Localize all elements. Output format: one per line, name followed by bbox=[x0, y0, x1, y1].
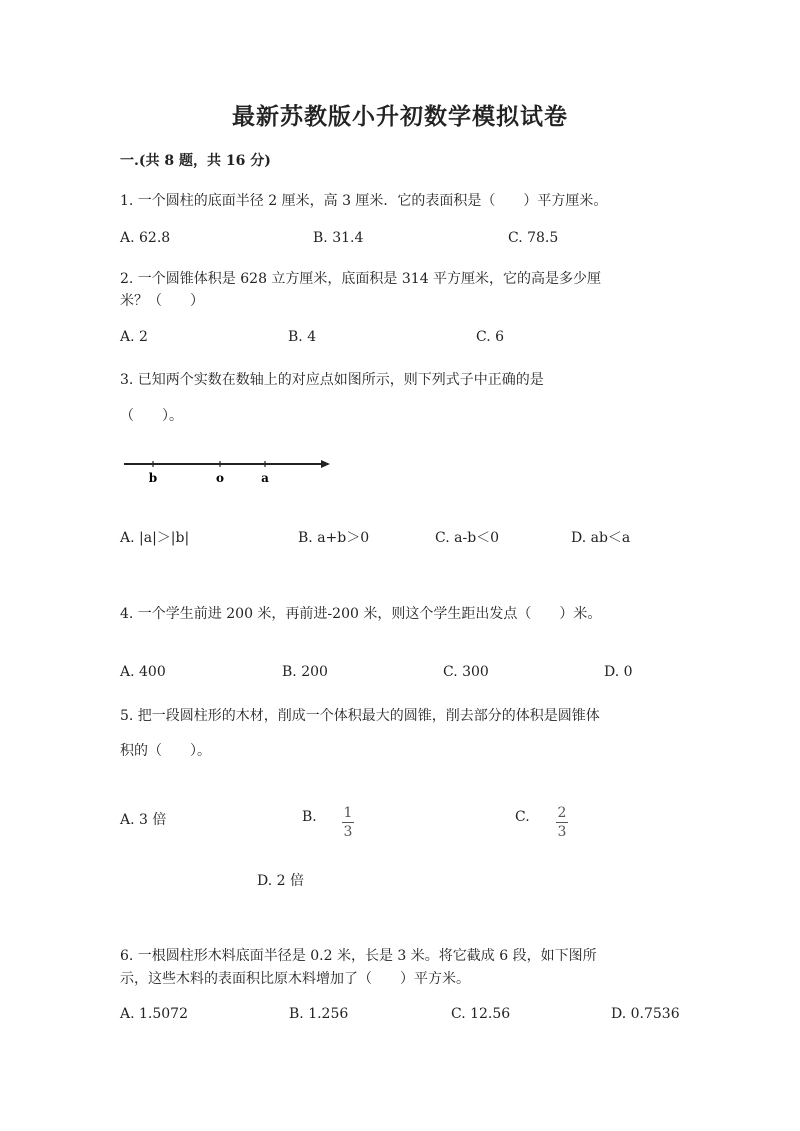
question-6-option-d: D. 0.7536 bbox=[611, 1006, 680, 1022]
question-2-option-a: A. 2 bbox=[120, 329, 148, 345]
fraction-one-third bbox=[342, 802, 354, 839]
question-2-option-b: B. 4 bbox=[288, 329, 317, 345]
question-3-option-d: D. ab＜a bbox=[571, 530, 631, 546]
question-5-option-c: C. bbox=[515, 809, 530, 825]
label-a: a bbox=[261, 471, 269, 485]
number-line-arrow-icon bbox=[321, 460, 330, 468]
question-1-option-a: A. 62.8 bbox=[120, 230, 171, 246]
question-6-text-line1: 6. 一根圆柱形木料底面半径是 0.2 米，长是 3 米。将它截成 6 段，如下图所 bbox=[120, 948, 597, 964]
question-5-text-line1: 5. 把一段圆柱形的木材，削成一个体积最大的圆锥，削去部分的体积是圆锥体 bbox=[120, 708, 600, 724]
fraction-bar bbox=[556, 822, 568, 823]
question-5-option-d: D. 2 倍 bbox=[257, 873, 304, 889]
question-4-option-b: B. 200 bbox=[282, 664, 328, 680]
fraction-b-denominator: 3 bbox=[343, 824, 353, 840]
number-line-svg bbox=[122, 452, 336, 492]
question-6-text-line2: 示，这些木料的表面积比原木料增加了（ ）平方米。 bbox=[120, 971, 470, 987]
number-line-figure bbox=[122, 452, 336, 496]
label-b: b bbox=[148, 471, 158, 485]
question-2-option-c: C. 6 bbox=[476, 329, 505, 345]
question-5-option-b: B. bbox=[302, 809, 317, 825]
label-o: o bbox=[215, 471, 225, 485]
question-6-option-c: C. 12.56 bbox=[451, 1006, 511, 1022]
fraction-c-denominator: 3 bbox=[557, 824, 567, 840]
question-3-text-line1: 3. 已知两个实数在数轴上的对应点如图所示，则下列式子中正确的是 bbox=[120, 372, 544, 388]
question-3-option-c: C. a-b＜0 bbox=[435, 530, 500, 546]
question-1-option-c: C. 78.5 bbox=[508, 230, 559, 246]
section-heading: 一.(共 8 题，共 16 分) bbox=[120, 153, 271, 169]
question-2-text-line2: 米？（ ） bbox=[120, 293, 204, 309]
question-4-option-a: A. 400 bbox=[120, 664, 166, 680]
question-3-option-b: B. a+b＞0 bbox=[298, 530, 370, 546]
fraction-c-numerator: 2 bbox=[557, 805, 567, 821]
question-5-text-line2: 积的（ ）。 bbox=[120, 743, 211, 759]
question-2-text-line1: 2. 一个圆锥体积是 628 立方厘米，底面积是 314 平方厘米，它的高是多少厘 bbox=[120, 271, 602, 287]
question-1-option-b: B. 31.4 bbox=[313, 230, 364, 246]
question-4-option-c: C. 300 bbox=[443, 664, 489, 680]
question-3-option-a: A. |a|＞|b| bbox=[120, 530, 190, 546]
page-title: 最新苏教版小升初数学模拟试卷 bbox=[232, 103, 568, 130]
fraction-two-thirds bbox=[556, 802, 568, 839]
question-1-text: 1. 一个圆柱的底面半径 2 厘米，高 3 厘米．它的表面积是（ ）平方厘米。 bbox=[120, 193, 608, 209]
fraction-bar bbox=[342, 822, 354, 823]
question-5-option-a: A. 3 倍 bbox=[120, 812, 167, 828]
fraction-b-numerator: 1 bbox=[343, 805, 353, 821]
question-4-text: 4. 一个学生前进 200 米，再前进-200 米，则这个学生距出发点（ ）米。 bbox=[120, 606, 602, 622]
question-3-text-line2: （ ）。 bbox=[120, 408, 183, 424]
question-4-option-d: D. 0 bbox=[604, 664, 633, 680]
question-6-option-b: B. 1.256 bbox=[289, 1006, 349, 1022]
question-6-option-a: A. 1.5072 bbox=[120, 1006, 188, 1022]
